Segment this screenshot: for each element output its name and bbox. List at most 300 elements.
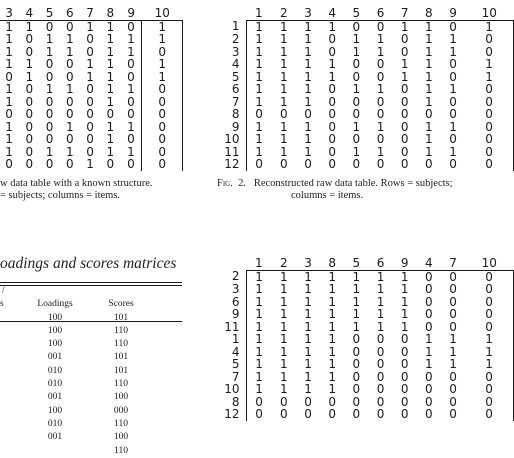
matrix-cell: 1 xyxy=(465,333,513,346)
matrix-cell: 0 xyxy=(400,132,409,146)
scores-cell: 101 xyxy=(113,352,129,363)
matrix-cell: 1 xyxy=(352,144,361,159)
matrix-cell: 0 xyxy=(376,394,385,409)
matrix-cell: 0 xyxy=(5,107,13,121)
matrix-cell: 1 xyxy=(246,346,272,359)
scores-cell: 101 xyxy=(113,312,129,323)
matrix-cell: 0 xyxy=(449,57,457,71)
matrix-cell: 1 xyxy=(66,82,74,96)
matrix-cell: 1 xyxy=(280,307,288,321)
matrix-cell: 0 xyxy=(86,144,94,159)
table-row xyxy=(216,133,514,146)
scores-cell: 101 xyxy=(113,365,129,376)
matrix-cell: 1 xyxy=(304,282,312,296)
matrix-cell: 0 xyxy=(425,307,433,321)
matrix-cell: 1 xyxy=(328,269,336,284)
matrix-cell: 0 xyxy=(304,394,312,409)
matrix-cell: 1 xyxy=(106,132,115,146)
matrix-cell: 1 xyxy=(304,269,312,284)
matrix-cell: 0 xyxy=(449,369,457,384)
table-row xyxy=(0,405,154,418)
matrix-cell: 1 xyxy=(376,294,385,309)
matrix-cell: 0 xyxy=(465,158,513,171)
matrix-cell: 0 xyxy=(400,382,409,396)
matrix-cell: 0 xyxy=(86,132,94,146)
matrix-cell: 0 xyxy=(400,144,409,159)
matrix-cell: 0 xyxy=(425,269,433,284)
matrix-cell: 1 xyxy=(376,82,385,96)
matrix-cell: 0 xyxy=(376,69,385,84)
table-cell xyxy=(0,378,22,391)
matrix-cell: 0 xyxy=(142,158,183,171)
table-row xyxy=(216,58,514,71)
matrix-cell: 1 xyxy=(304,357,312,371)
matrix-cell: 0 xyxy=(142,121,183,134)
matrix-cell: 0 xyxy=(280,157,288,171)
scores-cell: 100 xyxy=(113,432,129,443)
matrix-cell: 1 xyxy=(25,69,34,84)
matrix-cell: 0 xyxy=(25,44,34,59)
matrix-cell: 1 xyxy=(304,294,312,309)
matrix-cell: 0 xyxy=(465,146,513,159)
matrix-cell: 0 xyxy=(25,157,34,171)
matrix-cell: 0 xyxy=(376,94,385,109)
row-label: 3 xyxy=(231,282,240,296)
matrix-cell: 0 xyxy=(376,332,385,346)
matrix-cell: 1 xyxy=(280,369,288,384)
matrix-cell: 1 xyxy=(425,344,433,359)
matrix-cell: 1 xyxy=(106,32,115,46)
matrix-cell: 0 xyxy=(106,107,115,121)
matrix-cell: 1 xyxy=(127,119,135,134)
matrix-cell: 0 xyxy=(142,83,183,96)
matrix-cell: 1 xyxy=(280,57,288,71)
matrix-cell: 0 xyxy=(328,407,336,421)
matrix-cell: 1 xyxy=(328,369,336,384)
row-label: 7 xyxy=(231,369,240,384)
table-row xyxy=(0,33,183,46)
matrix-cell: 1 xyxy=(246,308,272,321)
matrix-cell: 1 xyxy=(66,144,74,159)
matrix-cell: 0 xyxy=(127,94,135,109)
row-label: 12 xyxy=(224,407,240,421)
matrix-cell: 0 xyxy=(352,57,361,71)
matrix-cell: 1 xyxy=(127,44,135,59)
matrix-cell: 1 xyxy=(400,319,409,334)
matrix-cell: 1 xyxy=(465,71,513,84)
matrix-cell: 0 xyxy=(400,119,409,134)
row-label: 10 xyxy=(224,132,240,146)
matrix-cell: 1 xyxy=(352,82,361,96)
matrix-cell: 1 xyxy=(328,319,336,334)
matrix-cell: 1 xyxy=(328,307,336,321)
matrix-cell: 0 xyxy=(449,269,457,284)
matrix-cell: 0 xyxy=(425,382,433,396)
matrix-cell: 0 xyxy=(86,82,94,96)
row-label: 3 xyxy=(231,44,240,59)
matrix-cell: 1 xyxy=(425,119,433,134)
matrix-cell: 1 xyxy=(45,44,54,59)
matrix-cell: 1 xyxy=(5,19,13,34)
table-cell xyxy=(0,418,22,431)
matrix-cell: 1 xyxy=(106,19,115,34)
matrix-cell: 1 xyxy=(280,32,288,46)
row-label: 8 xyxy=(231,394,240,409)
loadings-cell: 001 xyxy=(47,392,63,403)
matrix-cell: 1 xyxy=(400,57,409,71)
table-cell xyxy=(0,391,22,404)
table-top-rule xyxy=(0,282,182,283)
table-row xyxy=(0,351,154,364)
table-row xyxy=(0,158,183,171)
row-label: 5 xyxy=(231,69,240,84)
matrix-cell: 1 xyxy=(5,144,13,159)
table-cell xyxy=(0,431,22,444)
matrix-cell: 1 xyxy=(400,69,409,84)
matrix-cell: 0 xyxy=(246,408,272,421)
matrix-cell: 0 xyxy=(127,57,135,71)
matrix-cell: 1 xyxy=(5,132,13,146)
loadings-cell: 100 xyxy=(47,312,63,323)
matrix-cell: 0 xyxy=(425,282,433,296)
matrix-cell: 1 xyxy=(5,57,13,71)
matrix-cell: 0 xyxy=(400,394,409,409)
matrix-cell: 0 xyxy=(246,108,272,121)
table-cell xyxy=(0,365,22,378)
loadings-cell: 100 xyxy=(47,325,63,336)
matrix-cell: 0 xyxy=(425,369,433,384)
matrix-cell: 1 xyxy=(449,357,457,371)
table-row xyxy=(0,325,154,338)
matrix-cell: 1 xyxy=(304,319,312,334)
matrix-cell: 0 xyxy=(5,157,13,171)
matrix-cell: 0 xyxy=(352,382,361,396)
matrix-cell: 1 xyxy=(246,71,272,84)
figure-2-caption xyxy=(217,178,514,202)
matrix-cell: 0 xyxy=(352,157,361,171)
matrix-cell: 0 xyxy=(127,19,135,34)
matrix-cell: 1 xyxy=(400,269,409,284)
matrix-cell: 0 xyxy=(376,107,385,121)
row-label: 9 xyxy=(231,307,240,321)
matrix-cell: 1 xyxy=(376,269,385,284)
matrix-cell: 1 xyxy=(5,32,13,46)
matrix-cell: 1 xyxy=(142,58,183,71)
matrix-cell: 0 xyxy=(352,19,361,34)
matrix-cell: 1 xyxy=(304,332,312,346)
matrix-cell: 0 xyxy=(465,396,513,409)
matrix-cell: 0 xyxy=(449,319,457,334)
matrix-cell: 0 xyxy=(465,46,513,59)
matrix-cell: 1 xyxy=(106,69,115,84)
matrix-cell: 0 xyxy=(400,107,409,121)
scores-cell: 000 xyxy=(113,405,129,416)
row-label: 1 xyxy=(231,332,240,346)
matrix-cell: 0 xyxy=(376,407,385,421)
matrix-cell: 1 xyxy=(66,44,74,59)
matrix-cell: 1 xyxy=(86,69,94,84)
matrix-cell: 1 xyxy=(304,57,312,71)
matrix-cell: 1 xyxy=(246,121,272,134)
table-row xyxy=(216,408,514,421)
matrix-cell: 1 xyxy=(425,144,433,159)
matrix-cell: 0 xyxy=(449,394,457,409)
table-row xyxy=(216,83,514,96)
matrix-cell: 0 xyxy=(352,107,361,121)
matrix-cell: 1 xyxy=(280,132,288,146)
matrix-cell: 1 xyxy=(106,57,115,71)
loadings-cell: 010 xyxy=(47,418,63,429)
matrix-cell: 1 xyxy=(304,32,312,46)
table-cell xyxy=(0,351,22,364)
column-label: 5 xyxy=(344,7,368,20)
table-row xyxy=(0,338,154,351)
matrix-cell: 0 xyxy=(246,396,272,409)
matrix-cell: 1 xyxy=(246,33,272,46)
corner-cell xyxy=(216,7,246,20)
matrix-cell: 0 xyxy=(465,296,513,309)
row-label: 12 xyxy=(224,157,240,171)
matrix-cell: 1 xyxy=(127,32,135,46)
matrix-cell: 0 xyxy=(280,407,288,421)
matrix-cell: 0 xyxy=(465,408,513,421)
matrix-cell: 1 xyxy=(304,119,312,134)
row-label: 10 xyxy=(224,382,240,396)
table-header-slash: / xyxy=(2,286,5,296)
matrix-cell: 0 xyxy=(45,132,54,146)
matrix-cell: 0 xyxy=(352,344,361,359)
column-label: 6 xyxy=(368,257,392,270)
figure-1-caption-line1: w data table with a known structure. xyxy=(0,178,153,189)
matrix-cell: 1 xyxy=(280,332,288,346)
matrix-cell: 1 xyxy=(106,144,115,159)
matrix-cell: 0 xyxy=(66,157,74,171)
matrix-cell: 1 xyxy=(425,57,433,71)
matrix-cell: 1 xyxy=(246,296,272,309)
matrix-cell: 1 xyxy=(280,69,288,84)
matrix-cell: 1 xyxy=(127,144,135,159)
column-label: 5 xyxy=(344,257,368,270)
table-row xyxy=(216,308,514,321)
loadings-cell: 100 xyxy=(47,405,63,416)
matrix-cell: 1 xyxy=(86,57,94,71)
matrix-cell: 1 xyxy=(246,46,272,59)
matrix-cell: 0 xyxy=(86,119,94,134)
matrix-cell: 1 xyxy=(328,357,336,371)
column-label: 6 xyxy=(368,7,392,20)
matrix-cell: 1 xyxy=(280,119,288,134)
matrix-cell: 1 xyxy=(304,382,312,396)
matrix-cell: 1 xyxy=(246,83,272,96)
matrix-cell: 1 xyxy=(280,344,288,359)
matrix-cell: 0 xyxy=(352,132,361,146)
matrix-cell: 0 xyxy=(449,94,457,109)
matrix-cell: 1 xyxy=(106,44,115,59)
matrix-cell: 0 xyxy=(376,369,385,384)
column-label: 6 xyxy=(60,7,80,20)
matrix-cell: 0 xyxy=(449,69,457,84)
matrix-cell: 0 xyxy=(425,294,433,309)
matrix-cell: 0 xyxy=(328,44,336,59)
scores-cell: 110 xyxy=(114,325,128,336)
matrix-cell: 0 xyxy=(66,132,74,146)
matrix-cell: 1 xyxy=(5,82,13,96)
row-label: 6 xyxy=(231,294,240,309)
loadings-cell: 010 xyxy=(47,365,63,376)
matrix-cell: 0 xyxy=(45,119,54,134)
matrix-cell: 1 xyxy=(328,282,336,296)
matrix-cell: 1 xyxy=(304,94,312,109)
matrix-cell: 0 xyxy=(25,94,34,109)
matrix-cell: 0 xyxy=(352,332,361,346)
matrix-cell: 1 xyxy=(246,371,272,384)
row-label: 7 xyxy=(231,94,240,109)
matrix-cell: 0 xyxy=(465,96,513,109)
figure-2-caption-line1: Reconstructed raw data table. Rows = subjects; xyxy=(253,178,453,189)
column-label: 4 xyxy=(320,7,344,20)
matrix-cell: 1 xyxy=(304,19,312,34)
matrix-cell: 1 xyxy=(449,119,457,134)
matrix-cell: 1 xyxy=(280,82,288,96)
matrix-cell: 1 xyxy=(328,57,336,71)
matrix-cell: 1 xyxy=(425,82,433,96)
matrix-cell: 0 xyxy=(280,394,288,409)
matrix-cell: 1 xyxy=(246,20,272,33)
corner-cell xyxy=(216,257,246,270)
figure-2-matrix xyxy=(216,7,514,171)
matrix-cell: 1 xyxy=(246,333,272,346)
figure-2-caption-line2: columns = items. xyxy=(291,190,364,201)
matrix-cell: 0 xyxy=(400,82,409,96)
matrix-cell: 0 xyxy=(465,121,513,134)
table-cell xyxy=(0,405,22,418)
matrix-cell: 1 xyxy=(246,321,272,334)
row-label: 11 xyxy=(224,319,240,334)
matrix-cell: 0 xyxy=(400,407,409,421)
matrix-cell: 0 xyxy=(280,107,288,121)
matrix-cell: 1 xyxy=(465,20,513,33)
column-label: 9 xyxy=(120,7,142,20)
column-label: 8 xyxy=(100,7,120,20)
matrix-cell: 0 xyxy=(376,19,385,34)
matrix-cell: 1 xyxy=(425,94,433,109)
table-row xyxy=(0,431,154,444)
matrix-cell: 1 xyxy=(106,119,115,134)
column-label: 7 xyxy=(441,257,465,270)
matrix-cell: 1 xyxy=(376,282,385,296)
matrix-cell: 1 xyxy=(376,44,385,59)
matrix-cell: 1 xyxy=(352,269,361,284)
table-cell xyxy=(0,312,22,325)
matrix-cell: 0 xyxy=(25,132,34,146)
matrix-cell: 1 xyxy=(246,358,272,371)
matrix-cell: 0 xyxy=(425,157,433,171)
matrix-cell: 0 xyxy=(328,132,336,146)
matrix-cell: 1 xyxy=(280,294,288,309)
table-row xyxy=(0,365,154,378)
matrix-cell: 1 xyxy=(106,94,115,109)
matrix-cell: 1 xyxy=(280,382,288,396)
row-label: 5 xyxy=(231,357,240,371)
scores-cell: 110 xyxy=(114,339,128,350)
matrix-cell: 1 xyxy=(465,358,513,371)
column-label: 1 xyxy=(246,7,272,20)
matrix-cell: 0 xyxy=(352,69,361,84)
column-label: 10 xyxy=(142,7,183,20)
table-row xyxy=(216,33,514,46)
matrix-cell: 0 xyxy=(328,82,336,96)
table-row xyxy=(216,383,514,396)
matrix-cell: 0 xyxy=(465,371,513,384)
table-row xyxy=(0,83,183,96)
matrix-cell: 1 xyxy=(449,344,457,359)
matrix-cell: 0 xyxy=(465,108,513,121)
matrix-cell: 0 xyxy=(328,394,336,409)
matrix-cell: 0 xyxy=(400,157,409,171)
column-label: 3 xyxy=(296,257,320,270)
column-label: 9 xyxy=(441,7,465,20)
matrix-cell: 1 xyxy=(400,282,409,296)
matrix-cell: 1 xyxy=(328,69,336,84)
figure-1-caption-line2: = subjects; columns = items. xyxy=(0,190,121,201)
matrix-cell: 0 xyxy=(25,107,34,121)
matrix-cell: 1 xyxy=(449,332,457,346)
matrix-cell: 1 xyxy=(328,294,336,309)
matrix-cell: 1 xyxy=(304,69,312,84)
figure-2-number: 2. xyxy=(238,178,246,189)
matrix-cell: 0 xyxy=(246,158,272,171)
table-row xyxy=(0,133,183,146)
matrix-cell: 1 xyxy=(425,332,433,346)
loadings-cell: 010 xyxy=(47,379,63,390)
column-label: 4 xyxy=(417,257,441,270)
matrix-cell: 1 xyxy=(280,44,288,59)
table-row xyxy=(0,378,154,391)
matrix-cell: 0 xyxy=(25,82,34,96)
matrix-cell: 0 xyxy=(449,19,457,34)
matrix-cell: 0 xyxy=(425,319,433,334)
matrix-cell: 1 xyxy=(352,294,361,309)
column-label: 7 xyxy=(393,7,417,20)
matrix-cell: 1 xyxy=(400,19,409,34)
matrix-cell: 1 xyxy=(328,344,336,359)
matrix-cell: 1 xyxy=(25,57,34,71)
table-row xyxy=(216,108,514,121)
matrix-cell: 0 xyxy=(376,157,385,171)
matrix-cell: 1 xyxy=(352,319,361,334)
column-label: 3 xyxy=(296,7,320,20)
matrix-cell: 0 xyxy=(66,57,74,71)
matrix-cell: 1 xyxy=(376,119,385,134)
matrix-cell: 0 xyxy=(328,32,336,46)
matrix-cell: 1 xyxy=(352,32,361,46)
matrix-cell: 0 xyxy=(45,94,54,109)
table-cell xyxy=(0,325,22,338)
matrix-cell: 1 xyxy=(465,58,513,71)
table-header-rule xyxy=(0,321,182,322)
matrix-cell: 1 xyxy=(352,44,361,59)
matrix-cell: 0 xyxy=(127,157,135,171)
matrix-cell: 1 xyxy=(425,357,433,371)
matrix-cell: 0 xyxy=(449,294,457,309)
table-row xyxy=(0,108,183,121)
matrix-cell: 0 xyxy=(352,407,361,421)
matrix-cell: 0 xyxy=(449,282,457,296)
column-label: 8 xyxy=(320,257,344,270)
matrix-cell: 0 xyxy=(376,344,385,359)
matrix-cell: 1 xyxy=(425,132,433,146)
table-title: oadings and scores matrices xyxy=(0,255,177,272)
